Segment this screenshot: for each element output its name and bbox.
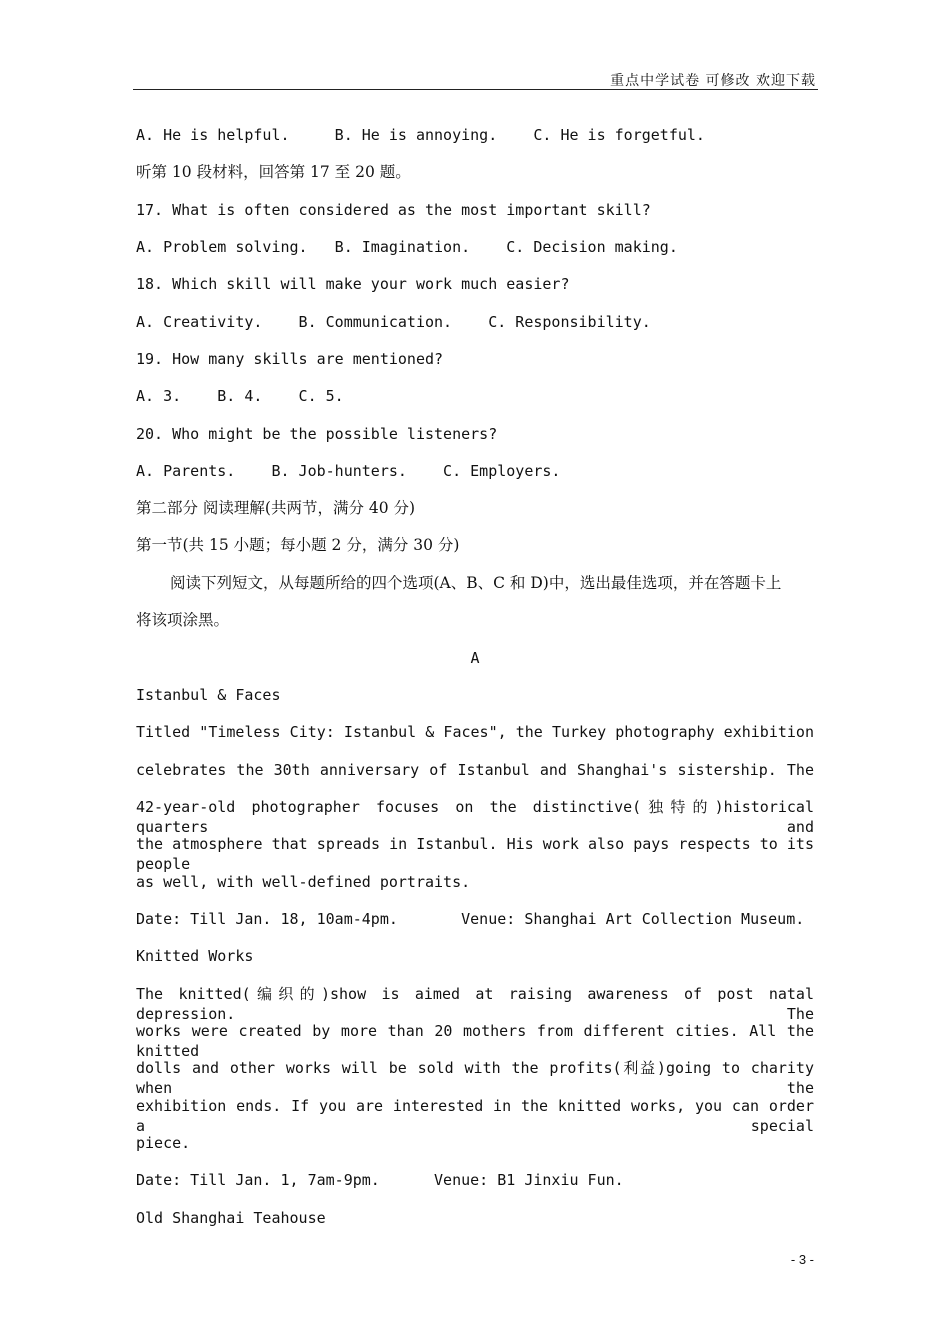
part-two-heading: 第二部分 阅读理解(共两节，满分 40 分) [136, 499, 416, 517]
page-header [133, 70, 818, 90]
section-one-heading: 第一节(共 15 小题；每小题 2 分，满分 30 分) [136, 536, 460, 554]
header-text: 重点中学试卷 可修改 欢迎下载 [610, 73, 816, 89]
passage-label: A [470, 649, 480, 667]
question-19: 19. How many skills are mentioned? [136, 350, 444, 368]
question-20: 20. Who might be the possible listeners? [136, 425, 498, 443]
page-number: - 3 - [790, 1252, 814, 1267]
section-instruction: 听第 10 段材料，回答第 17 至 20 题。 [136, 163, 411, 181]
paragraph-line: The knitted(编织的)show is aimed at raising awareness of post natal depression. The [136, 985, 814, 1023]
q20-options: A. Parents. B. Job-hunters. C. Employers. [136, 462, 561, 480]
reading-instruction-cont: 将该项涂黑。 [136, 611, 230, 629]
reading-instruction: 阅读下列短文，从每题所给的四个选项(A、B、C 和 D)中，选出最佳选项，并在答题卡上 [170, 574, 782, 592]
q19-options: A. 3. B. 4. C. 5. [136, 387, 344, 405]
question-17: 17. What is often considered as the most important skill? [136, 201, 651, 219]
paragraph-line: the atmosphere that spreads in Istanbul. His work also pays respects to its people [136, 835, 814, 873]
paragraph-line: works were created by more than 20 mothers from different cities. All the knitted [136, 1022, 814, 1060]
paragraph-line: dolls and other works will be sold with the profits(利益)going to charity when the [136, 1059, 814, 1097]
paragraph-line: exhibition ends. If you are interested in the knitted works, you can order a special [136, 1097, 814, 1135]
exhibit-title-teahouse: Old Shanghai Teahouse [136, 1209, 326, 1227]
q18-options: A. Creativity. B. Communication. C. Responsibility. [136, 313, 651, 331]
q17-options: A. Problem solving. B. Imagination. C. Decision making. [136, 238, 678, 256]
paragraph-line: 42-year-old photographer focuses on the distinctive(独特的)historical quarters and [136, 798, 814, 836]
paragraph-line: as well, with well-defined portraits. [136, 873, 471, 891]
exhibit-date-venue: Date: Till Jan. 1, 7am-9pm. Venue: B1 Jinxiu Fun. [136, 1171, 624, 1189]
paragraph-line: piece. [136, 1134, 191, 1152]
exhibit-date-venue: Date: Till Jan. 18, 10am-4pm. Venue: Shanghai Art Collection Museum. [136, 910, 805, 928]
q16-options: A. He is helpful. B. He is annoying. C. He is forgetful. [136, 126, 705, 144]
exhibit-title-istanbul: Istanbul & Faces [136, 686, 281, 704]
exhibit-title-knitted: Knitted Works [136, 947, 254, 965]
question-18: 18. Which skill will make your work much easier? [136, 275, 570, 293]
paragraph-line: celebrates the 30th anniversary of Istanbul and Shanghai's sistership. The [136, 761, 814, 779]
paragraph-line: Titled "Timeless City: Istanbul & Faces", the Turkey photography exhibition [136, 723, 814, 741]
